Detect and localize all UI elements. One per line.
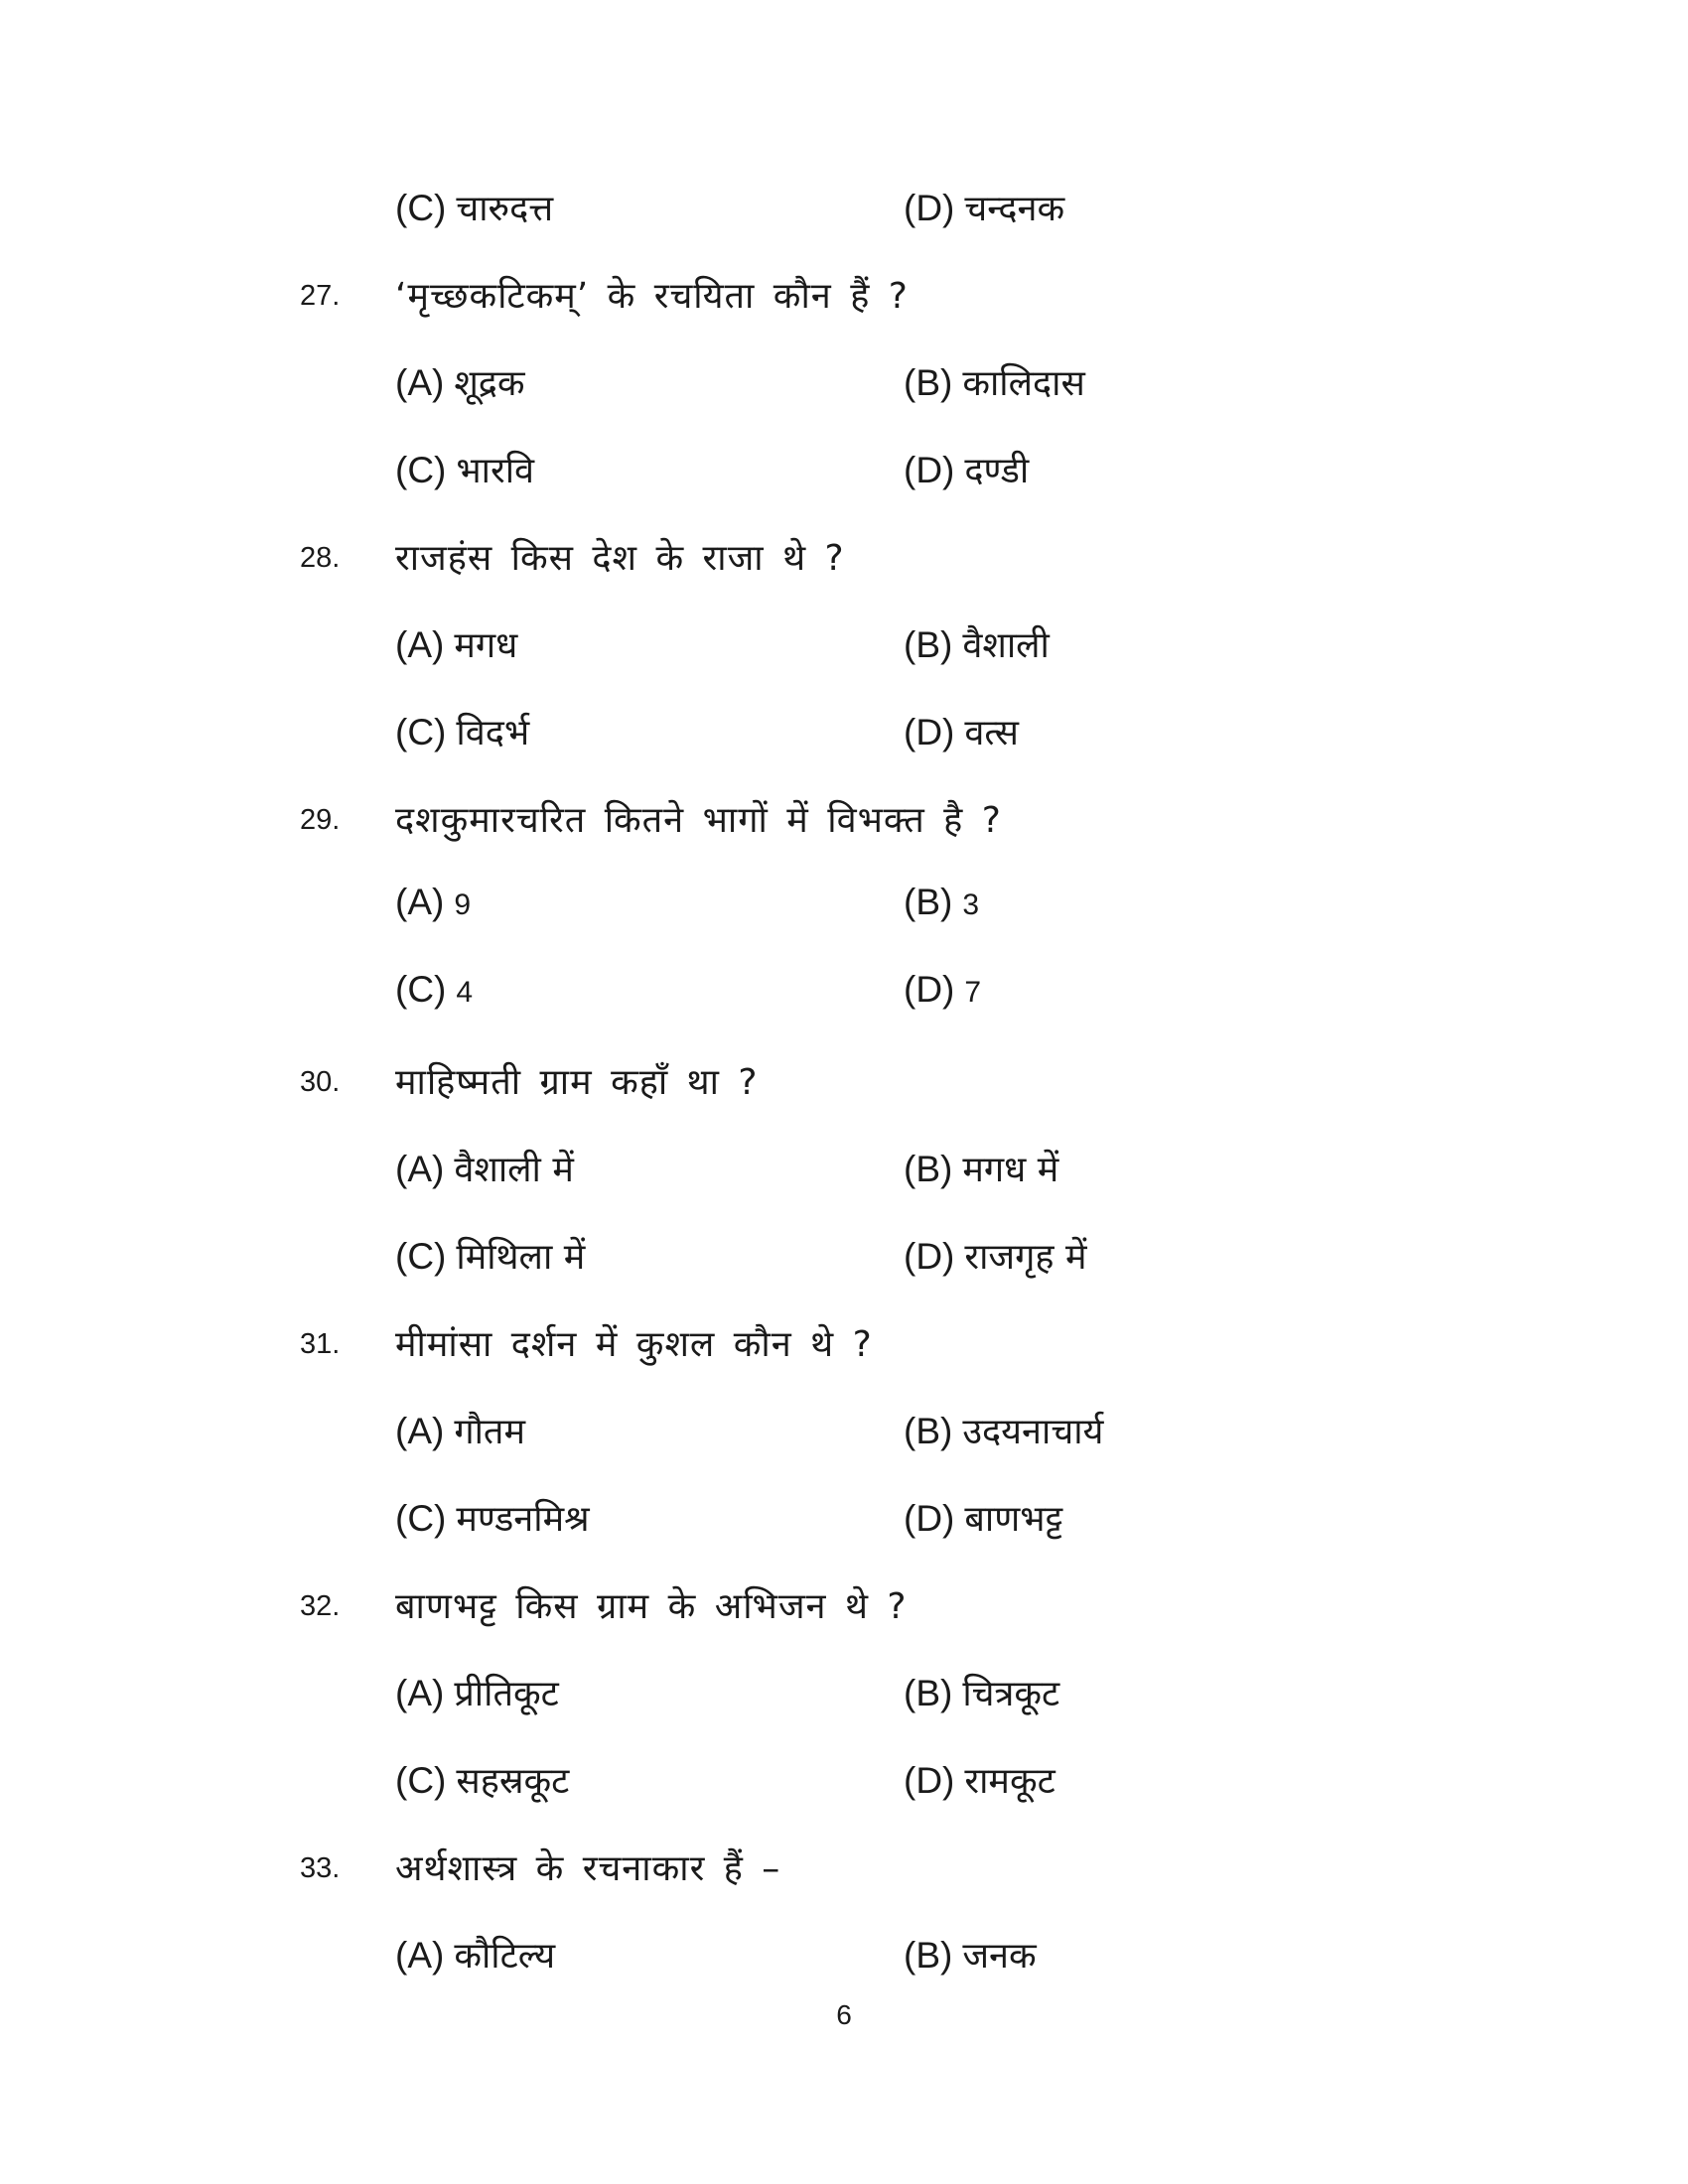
q32-options-row-2	[0, 1751, 1688, 1811]
question-29	[0, 790, 1688, 850]
question-text: राजहंस किस देश के राजा थे ?	[395, 538, 845, 579]
q27-option-b: (B) कालिदास	[904, 362, 1085, 404]
question-30	[0, 1052, 1688, 1112]
question-28	[0, 528, 1688, 588]
q28-option-d: (D) वत्स	[904, 712, 1020, 753]
q32-option-a: (A) प्रीतिकूट	[395, 1673, 559, 1714]
options-row-top	[0, 179, 1688, 238]
q28-options-row-1	[0, 615, 1688, 675]
q28-option-a: (A) मगध	[395, 624, 518, 666]
q33-options-row-1	[0, 1926, 1688, 1985]
q31-option-a: (A) गौतम	[395, 1411, 525, 1452]
page-number: 6	[836, 1999, 852, 2030]
question-text: मीमांसा दर्शन में कुशल कौन थे ?	[395, 1324, 873, 1365]
q31-option-b: (B) उदयनाचार्य	[904, 1411, 1104, 1452]
question-text: माहिष्मती ग्राम कहाँ था ?	[395, 1062, 759, 1103]
q30-options-row-1	[0, 1140, 1688, 1199]
question-33	[0, 1839, 1688, 1898]
q31-option-d: (D) बाणभट्ट	[904, 1498, 1063, 1540]
q27-options-row-2	[0, 441, 1688, 500]
question-text: अर्थशास्त्र के रचनाकार हैं –	[395, 1848, 781, 1889]
question-31	[0, 1314, 1688, 1374]
question-text: ‘मृच्छकटिकम्’ के रचयिता कौन हैं ?	[395, 276, 909, 317]
option-top-c: (C) चारुदत्त	[395, 188, 554, 229]
q30-options-row-2	[0, 1227, 1688, 1287]
q32-option-c: (C) सहस्रकूट	[395, 1760, 570, 1802]
q27-option-c: (C) भारवि	[395, 450, 535, 491]
q31-options-row-2	[0, 1489, 1688, 1549]
q29-option-c: (C) 4	[395, 969, 474, 1010]
q27-options-row-1	[0, 353, 1688, 413]
q28-option-c: (C) विदर्भ	[395, 712, 530, 753]
q33-option-b: (B) जनक	[904, 1935, 1037, 1977]
q31-options-row-1	[0, 1402, 1688, 1461]
q32-option-b: (B) चित्रकूट	[904, 1673, 1060, 1714]
question-number: 30.	[300, 1066, 341, 1098]
q33-option-a: (A) कौटिल्य	[395, 1935, 556, 1977]
q30-option-d: (D) राजगृह में	[904, 1236, 1087, 1278]
question-text: दशकुमारचरित कितने भागों में विभक्त है ?	[395, 800, 1002, 841]
q30-option-a: (A) वैशाली में	[395, 1149, 574, 1190]
q29-option-b: (B) 3	[904, 882, 980, 922]
q28-option-b: (B) वैशाली	[904, 624, 1050, 666]
q29-options-row-2	[0, 965, 1688, 1024]
q30-option-b: (B) मगध में	[904, 1149, 1059, 1190]
q32-options-row-1	[0, 1664, 1688, 1723]
question-27	[0, 266, 1688, 326]
q29-options-row-1	[0, 878, 1688, 937]
q30-option-c: (C) मिथिला में	[395, 1236, 586, 1278]
q31-option-c: (C) मण्डनमिश्र	[395, 1498, 590, 1540]
question-32	[0, 1576, 1688, 1636]
q29-option-a: (A) 9	[395, 882, 472, 922]
question-number: 28.	[300, 542, 341, 574]
question-number: 32.	[300, 1590, 341, 1622]
question-text: बाणभट्ट किस ग्राम के अभिजन थे ?	[395, 1586, 908, 1627]
question-number: 33.	[300, 1852, 341, 1884]
option-top-d: (D) चन्दनक	[904, 188, 1065, 229]
question-number: 31.	[300, 1328, 341, 1360]
q27-option-a: (A) शूद्रक	[395, 362, 525, 404]
q29-option-d: (D) 7	[904, 969, 982, 1010]
q27-option-d: (D) दण्डी	[904, 450, 1030, 491]
question-number: 29.	[300, 804, 341, 836]
question-number: 27.	[300, 280, 341, 312]
q28-options-row-2	[0, 703, 1688, 762]
q32-option-d: (D) रामकूट	[904, 1760, 1055, 1802]
